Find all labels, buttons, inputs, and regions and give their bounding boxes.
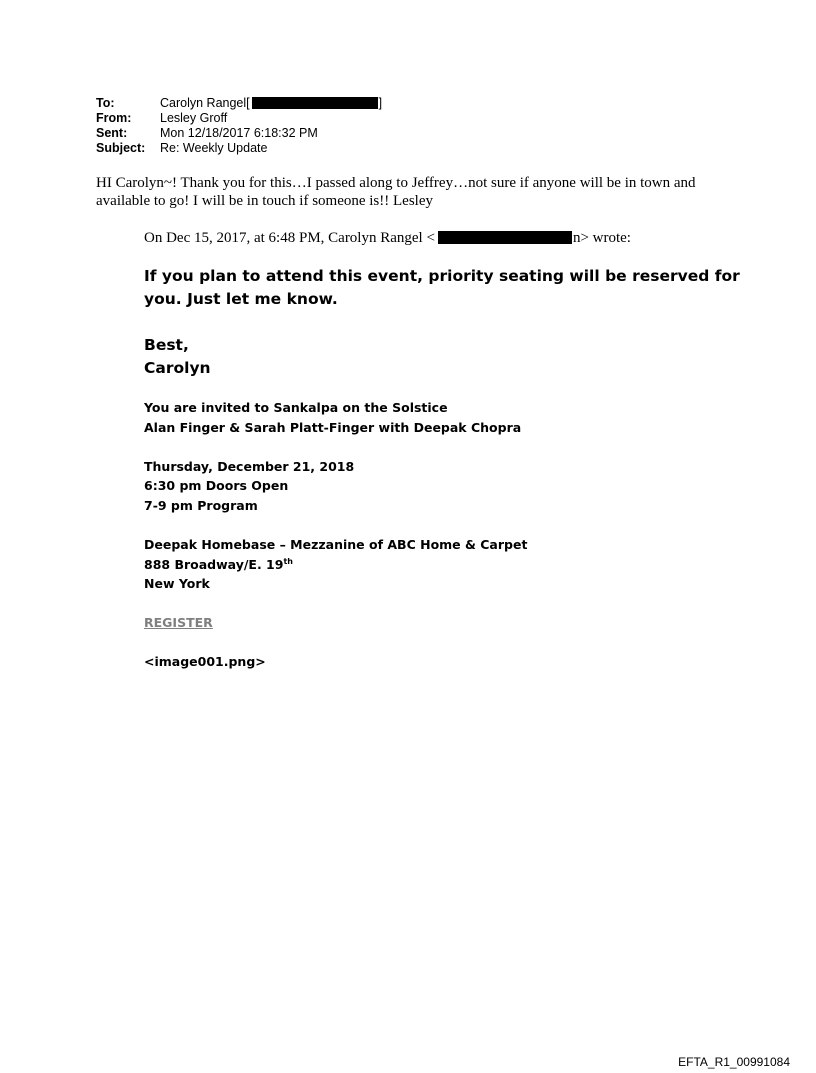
redaction-bar [252, 97, 378, 109]
quoted-intro [144, 229, 631, 247]
email-header [96, 96, 382, 156]
subject-value: Re: Weekly Update [160, 141, 268, 155]
quoted-line-1: If you plan to attend this event, priority seating will be reserved for [144, 267, 740, 285]
signoff: Best, [144, 336, 189, 354]
redaction-bar [438, 231, 572, 244]
document-id: EFTA_R1_00991084 [678, 1055, 790, 1069]
attachment-placeholder: <image001.png> [144, 654, 266, 669]
from-value: Lesley Groff [160, 111, 228, 125]
subject-row [96, 141, 382, 156]
to-name: Carolyn Rangel[ [160, 96, 250, 110]
signature: Carolyn [144, 359, 211, 377]
to-label: To: [96, 96, 115, 110]
event-address [144, 555, 293, 575]
event-doors: 6:30 pm Doors Open [144, 478, 289, 493]
event-venue: Deepak Homebase – Mezzanine of ABC Home & Carpet [144, 537, 528, 552]
event-address-sup: th [283, 556, 293, 566]
event-address-text: 888 Broadway/E. 19 [144, 556, 284, 572]
invite-line-2: Alan Finger & Sarah Platt-Finger with Deepak Chopra [144, 419, 522, 435]
event-program: 7-9 pm Program [144, 497, 258, 513]
register-row [144, 613, 213, 633]
reply-body: HI Carolyn~! Thank you for this…I passed along to Jeffrey…not sure if anyone will be in town and available to go! I will be in touch if someone is!! Lesley [96, 175, 696, 209]
from-label: From: [96, 111, 132, 125]
invite-line-1: You are invited to Sankalpa on the Solstice [144, 400, 448, 415]
event-date: Thursday, December 21, 2018 [144, 458, 355, 474]
from-row [96, 111, 382, 126]
subject-label: Subject: [96, 141, 146, 155]
sent-value: Mon 12/18/2017 6:18:32 PM [160, 126, 318, 140]
quoted-intro-prefix: On Dec 15, 2017, at 6:48 PM, Carolyn Rangel < [144, 230, 435, 246]
to-suffix: ] [378, 96, 383, 110]
event-city: New York [144, 576, 210, 591]
to-row [96, 96, 382, 111]
quoted-intro-suffix: n> wrote: [572, 230, 631, 246]
sent-label: Sent: [96, 126, 128, 140]
to-value [160, 96, 382, 111]
quoted-line-2: you. Just let me know. [144, 290, 338, 308]
sent-row [96, 126, 382, 141]
register-link[interactable]: REGISTER [144, 615, 213, 630]
